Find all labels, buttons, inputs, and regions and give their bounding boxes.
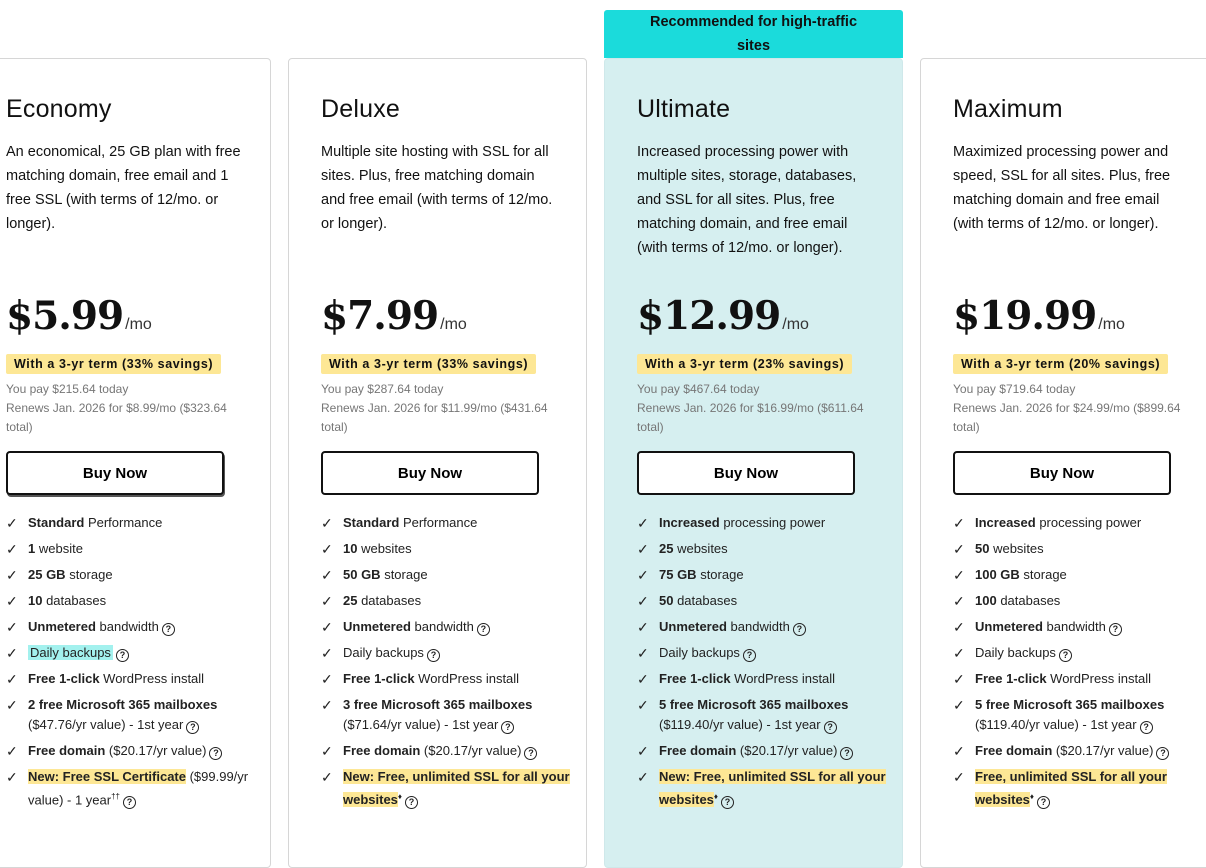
info-icon[interactable]: ? <box>477 623 490 636</box>
price-period: /mo <box>440 316 467 333</box>
plan-card-maximum <box>920 58 1206 868</box>
feature-wordpress: ✓ Free 1-click WordPress install <box>953 671 1152 687</box>
info-icon[interactable]: ? <box>721 796 734 809</box>
plan-card-deluxe <box>288 58 587 868</box>
check-icon: ✓ <box>637 567 649 583</box>
feature-list <box>953 513 1203 816</box>
check-icon: ✓ <box>321 515 333 531</box>
feature-performance: ✓ Increased processing power <box>953 515 1142 531</box>
feature-list <box>321 513 571 816</box>
feature-backups: ✓ Daily backups ? <box>321 643 571 663</box>
pay-today: You pay $287.64 today <box>321 382 444 396</box>
info-icon[interactable]: ? <box>743 649 756 662</box>
feature-list <box>637 513 887 816</box>
feature-websites: ✓ 50 websites <box>953 541 1044 557</box>
payment-note <box>953 380 1203 437</box>
info-icon[interactable]: ? <box>524 747 537 760</box>
feature-mailboxes: ✓ 2 free Microsoft 365 mailboxes ($47.76/yr value) - 1st year ? <box>6 697 218 732</box>
check-icon: ✓ <box>321 593 333 609</box>
info-icon[interactable]: ? <box>824 721 837 734</box>
feature-databases: ✓ 50 databases <box>637 593 738 609</box>
check-icon: ✓ <box>6 769 18 785</box>
price-row <box>637 293 809 339</box>
pay-today: You pay $467.64 today <box>637 382 760 396</box>
plan-card-economy <box>0 58 271 868</box>
price-period: /mo <box>125 316 152 333</box>
check-icon: ✓ <box>321 697 333 713</box>
check-icon: ✓ <box>953 697 965 713</box>
price-period: /mo <box>1098 316 1125 333</box>
feature-performance: ✓ Increased processing power <box>637 515 826 531</box>
plan-name: Maximum <box>953 95 1063 123</box>
check-icon: ✓ <box>637 515 649 531</box>
info-icon[interactable]: ? <box>405 796 418 809</box>
plan-description: Increased processing power with multiple sites, storage, databases, and SSL for all sites. Plus, free matching domain, and free email (with terms of 12/mo. or longer). <box>637 144 857 256</box>
feature-storage: ✓ 100 GB storage <box>953 567 1067 583</box>
feature-domain: ✓ Free domain ($20.17/yr value) ? <box>6 741 256 761</box>
feature-databases: ✓ 10 databases <box>6 593 107 609</box>
info-icon[interactable]: ? <box>427 649 440 662</box>
recommended-banner: Recommended for high-traffic sites <box>604 10 903 58</box>
buy-now-button[interactable]: Buy Now <box>637 451 855 495</box>
check-icon: ✓ <box>637 619 649 635</box>
check-icon: ✓ <box>6 743 18 759</box>
feature-bandwidth: ✓ Unmetered bandwidth ? <box>321 617 571 637</box>
check-icon: ✓ <box>953 769 965 785</box>
plan-description: An economical, 25 GB plan with free matching domain, free email and 1 free SSL (with terms of 12/mo. or longer). <box>6 144 241 232</box>
check-icon: ✓ <box>637 697 649 713</box>
term-badge: With a 3-yr term (33% savings) <box>321 354 536 374</box>
feature-storage: ✓ 50 GB storage <box>321 567 428 583</box>
check-icon: ✓ <box>6 619 18 635</box>
plan-name: Ultimate <box>637 95 731 123</box>
info-icon[interactable]: ? <box>1037 796 1050 809</box>
check-icon: ✓ <box>6 697 18 713</box>
feature-wordpress: ✓ Free 1-click WordPress install <box>637 671 836 687</box>
feature-storage: ✓ 75 GB storage <box>637 567 744 583</box>
feature-backups: ✓ Daily backups ? <box>953 643 1203 663</box>
info-icon[interactable]: ? <box>501 721 514 734</box>
plan-price: $19.99 <box>953 293 1097 339</box>
check-icon: ✓ <box>953 743 965 759</box>
check-icon: ✓ <box>637 645 649 661</box>
feature-storage: ✓ 25 GB storage <box>6 567 113 583</box>
renewal-note: Renews Jan. 2026 for $8.99/mo ($323.64 total) <box>6 401 227 434</box>
renewal-note: Renews Jan. 2026 for $11.99/mo ($431.64 total) <box>321 401 548 434</box>
feature-wordpress: ✓ Free 1-click WordPress install <box>6 671 205 687</box>
feature-domain: ✓ Free domain ($20.17/yr value) ? <box>637 741 887 761</box>
check-icon: ✓ <box>637 593 649 609</box>
info-icon[interactable]: ? <box>1156 747 1169 760</box>
renewal-note: Renews Jan. 2026 for $24.99/mo ($899.64 total) <box>953 401 1181 434</box>
feature-websites: ✓ 10 websites <box>321 541 412 557</box>
plan-content <box>953 95 1193 808</box>
plan-content <box>321 95 570 808</box>
info-icon[interactable]: ? <box>793 623 806 636</box>
check-icon: ✓ <box>953 619 965 635</box>
check-icon: ✓ <box>6 593 18 609</box>
check-icon: ✓ <box>321 671 333 687</box>
plan-card-ultimate <box>604 58 903 868</box>
info-icon[interactable]: ? <box>1059 649 1072 662</box>
feature-mailboxes: ✓ 3 free Microsoft 365 mailboxes ($71.64/yr value) - 1st year ? <box>321 697 533 732</box>
check-icon: ✓ <box>953 671 965 687</box>
plan-price: $12.99 <box>637 293 781 339</box>
check-icon: ✓ <box>321 619 333 635</box>
buy-now-button[interactable]: Buy Now <box>953 451 1171 495</box>
plan-content <box>6 95 249 808</box>
term-badge: With a 3-yr term (33% savings) <box>6 354 221 374</box>
check-icon: ✓ <box>953 541 965 557</box>
pay-today: You pay $215.64 today <box>6 382 129 396</box>
check-icon: ✓ <box>637 769 649 785</box>
check-icon: ✓ <box>6 515 18 531</box>
plan-price: $7.99 <box>321 293 439 339</box>
feature-ssl: ✓ Free, unlimited SSL for all your websites♦? <box>953 769 1167 808</box>
payment-note <box>6 380 256 437</box>
check-icon: ✓ <box>321 743 333 759</box>
plan-name: Deluxe <box>321 95 401 123</box>
check-icon: ✓ <box>637 671 649 687</box>
info-icon[interactable]: ? <box>162 623 175 636</box>
price-row <box>6 293 152 339</box>
feature-domain: ✓ Free domain ($20.17/yr value) ? <box>321 741 571 761</box>
feature-domain: ✓ Free domain ($20.17/yr value) ? <box>953 741 1203 761</box>
check-icon: ✓ <box>637 743 649 759</box>
payment-note <box>637 380 887 437</box>
plan-description: Multiple site hosting with SSL for all sites. Plus, free matching domain and free email (with terms of 12/mo. or longer). <box>321 144 553 232</box>
check-icon: ✓ <box>6 541 18 557</box>
buy-now-button[interactable]: Buy Now <box>321 451 539 495</box>
price-row <box>953 293 1125 339</box>
feature-ssl: ✓ New: Free, unlimited SSL for all your websites♦? <box>637 769 886 808</box>
feature-ssl: ✓ New: Free SSL Certificate ($99.99/yr value) - 1 year††? <box>6 769 249 808</box>
term-badge: With a 3-yr term (20% savings) <box>953 354 1168 374</box>
check-icon: ✓ <box>321 541 333 557</box>
price-row <box>321 293 467 339</box>
info-icon[interactable]: ? <box>209 747 222 760</box>
feature-databases: ✓ 25 databases <box>321 593 422 609</box>
feature-backups: ✓ Daily backups ? <box>637 643 887 663</box>
check-icon: ✓ <box>321 769 333 785</box>
feature-bandwidth: ✓ Unmetered bandwidth ? <box>637 617 887 637</box>
check-icon: ✓ <box>6 567 18 583</box>
info-icon[interactable]: ? <box>1140 721 1153 734</box>
check-icon: ✓ <box>953 593 965 609</box>
check-icon: ✓ <box>953 515 965 531</box>
feature-performance: ✓ Standard Performance <box>6 515 163 531</box>
info-icon[interactable]: ? <box>123 796 136 809</box>
check-icon: ✓ <box>953 645 965 661</box>
feature-list <box>6 513 256 816</box>
info-icon[interactable]: ? <box>116 649 129 662</box>
feature-ssl: ✓ New: Free, unlimited SSL for all your websites♦? <box>321 769 570 808</box>
check-icon: ✓ <box>953 567 965 583</box>
plan-name: Economy <box>6 95 112 123</box>
check-icon: ✓ <box>321 567 333 583</box>
pay-today: You pay $719.64 today <box>953 382 1076 396</box>
check-icon: ✓ <box>637 541 649 557</box>
check-icon: ✓ <box>6 645 18 661</box>
check-icon: ✓ <box>321 645 333 661</box>
feature-wordpress: ✓ Free 1-click WordPress install <box>321 671 520 687</box>
plan-description: Maximized processing power and speed, SSL for all sites. Plus, free matching domain and free email (with terms of 12/mo. or longer). <box>953 144 1171 232</box>
check-icon: ✓ <box>6 671 18 687</box>
info-icon[interactable]: ? <box>1109 623 1122 636</box>
price-period: /mo <box>782 316 809 333</box>
feature-bandwidth: ✓ Unmetered bandwidth ? <box>6 617 256 637</box>
buy-now-button[interactable]: Buy Now <box>6 451 224 495</box>
feature-backups: ✓ Daily backups ? <box>6 643 256 663</box>
feature-performance: ✓ Standard Performance <box>321 515 478 531</box>
info-icon[interactable]: ? <box>840 747 853 760</box>
feature-mailboxes: ✓ 5 free Microsoft 365 mailboxes ($119.40/yr value) - 1st year ? <box>637 697 849 732</box>
feature-websites: ✓ 1 website <box>6 541 83 557</box>
info-icon[interactable]: ? <box>186 721 199 734</box>
payment-note <box>321 380 571 437</box>
plan-price: $5.99 <box>6 293 124 339</box>
feature-mailboxes: ✓ 5 free Microsoft 365 mailboxes ($119.40/yr value) - 1st year ? <box>953 697 1165 732</box>
feature-websites: ✓ 25 websites <box>637 541 728 557</box>
term-badge: With a 3-yr term (23% savings) <box>637 354 852 374</box>
feature-bandwidth: ✓ Unmetered bandwidth ? <box>953 617 1203 637</box>
plan-content <box>637 95 886 808</box>
renewal-note: Renews Jan. 2026 for $16.99/mo ($611.64 total) <box>637 401 864 434</box>
feature-databases: ✓ 100 databases <box>953 593 1061 609</box>
